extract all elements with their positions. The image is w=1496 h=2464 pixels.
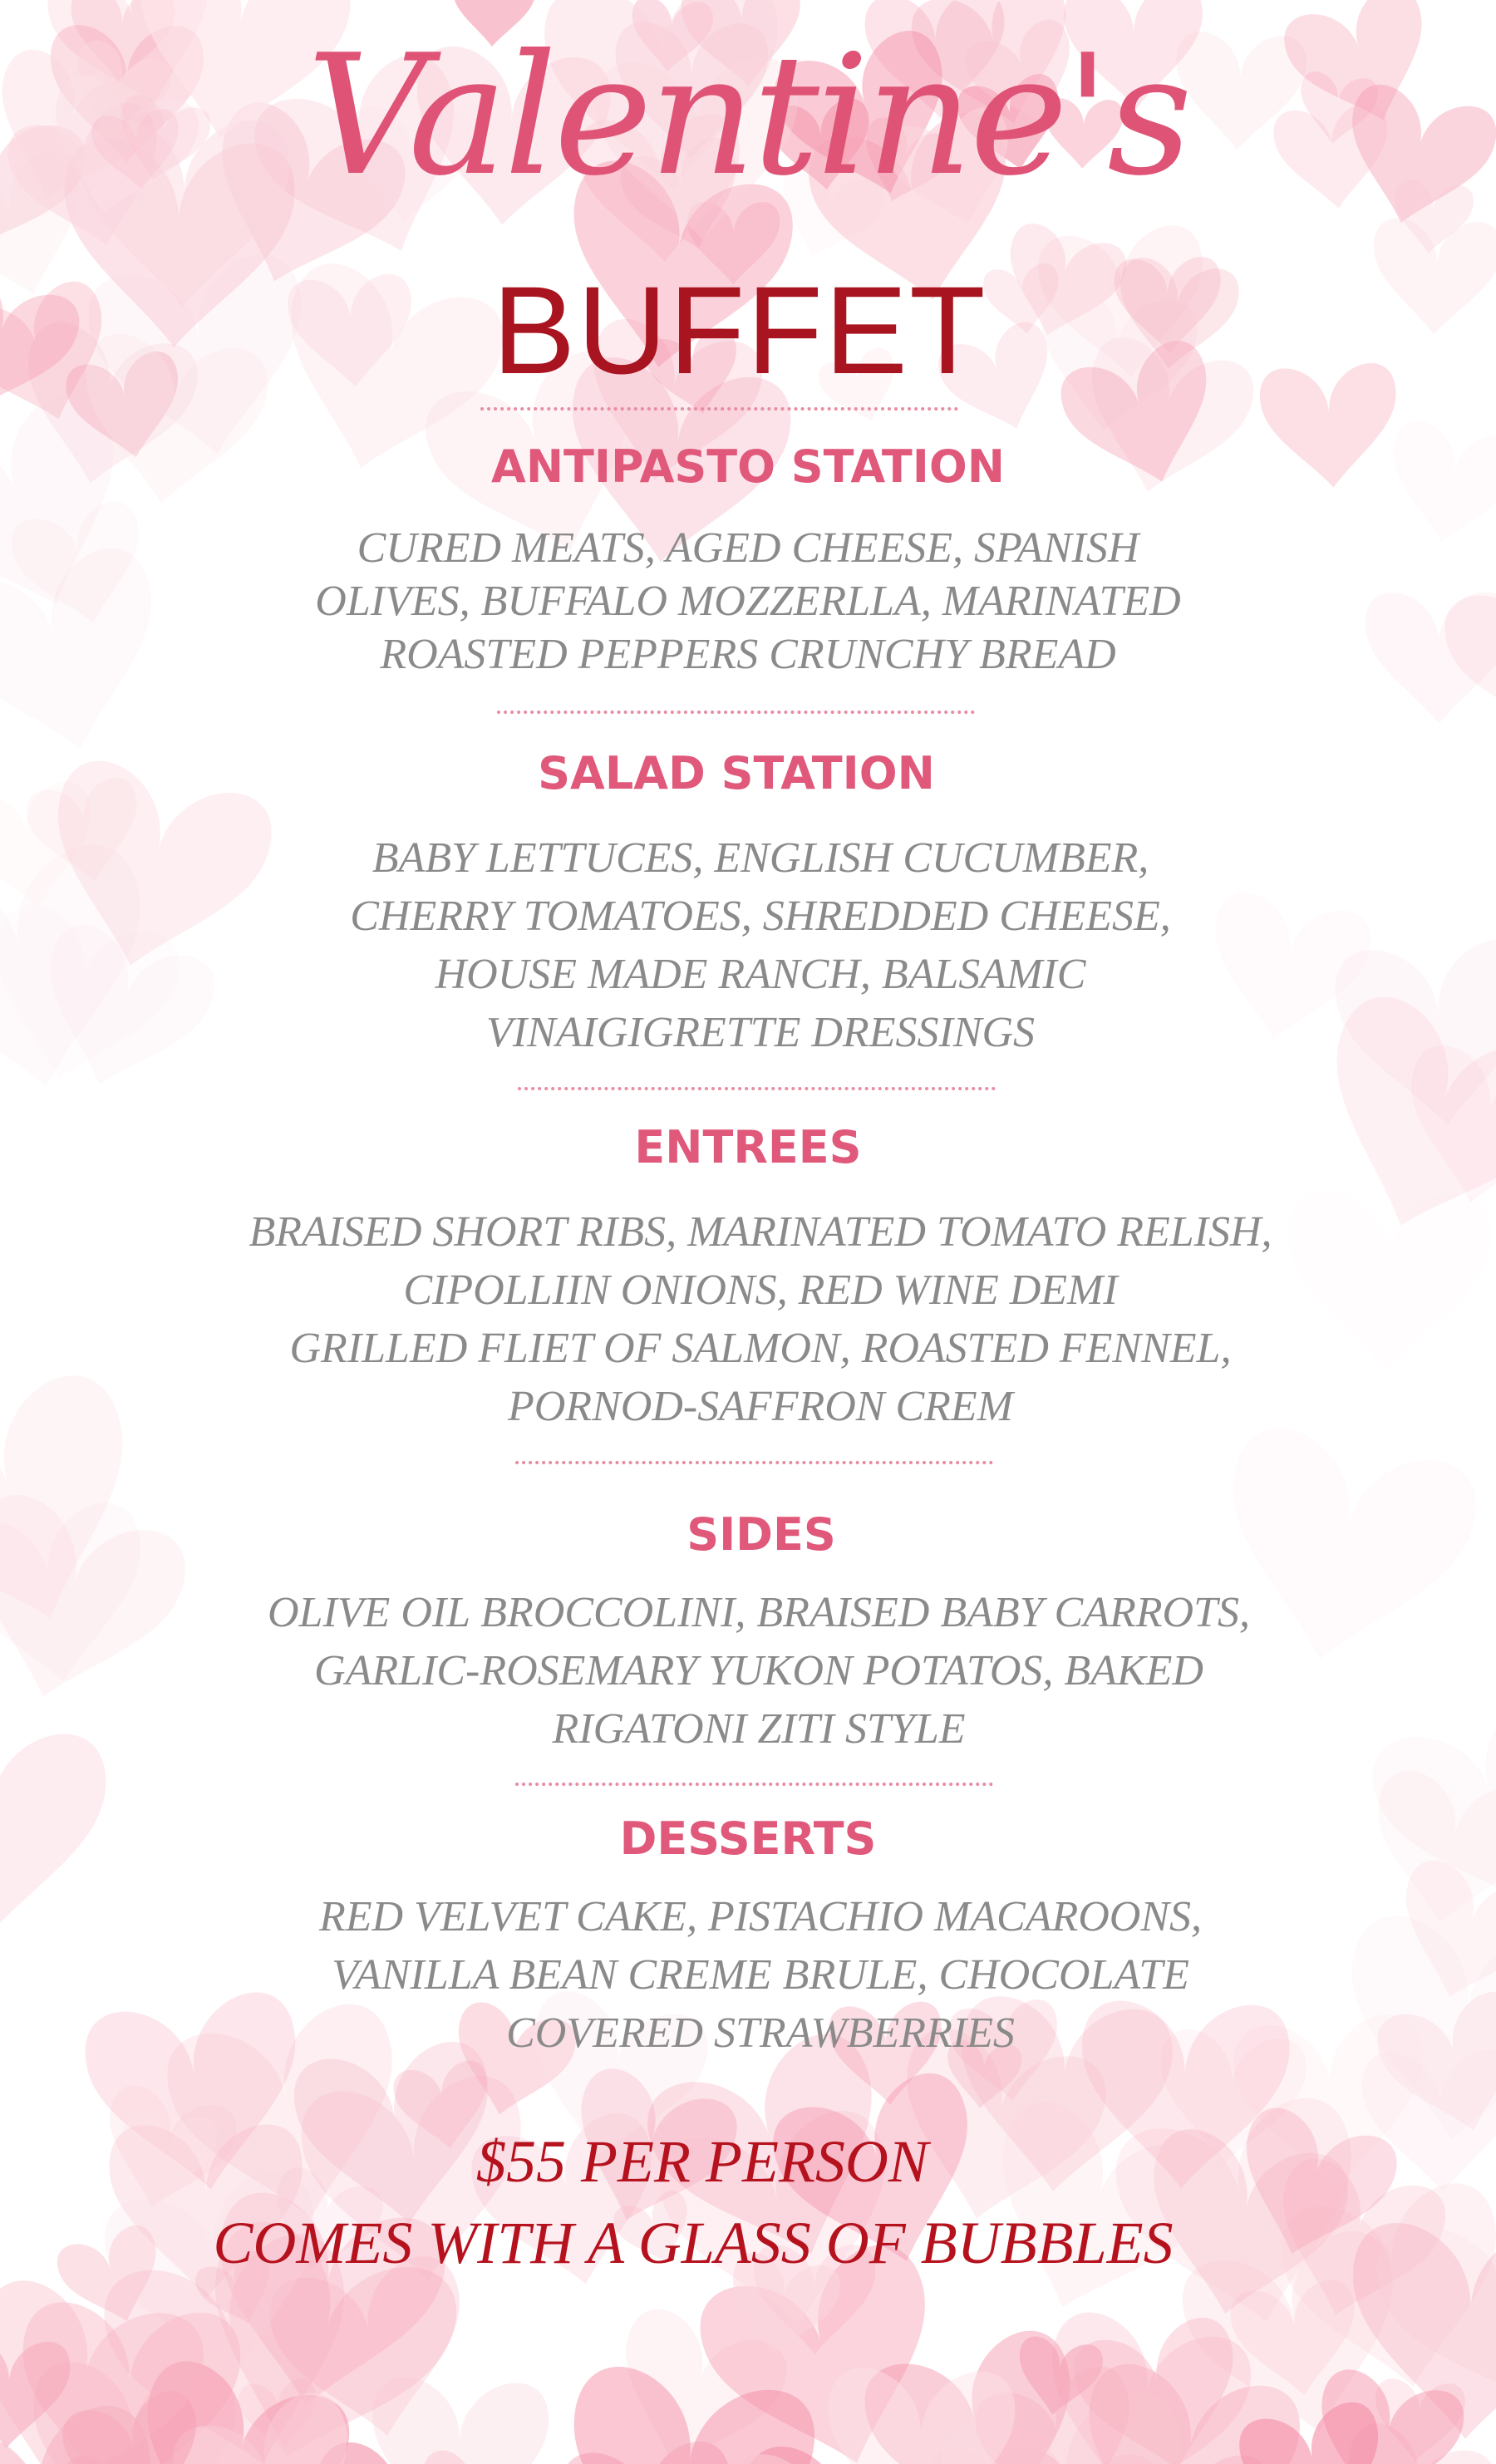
section-items-sides (0, 1584, 1496, 1758)
divider (497, 711, 975, 714)
menu-line: RED VELVET CAKE, PISTACHIO MACAROONS, (318, 1893, 1203, 1940)
menu-line: HOUSE MADE RANCH, BALSAMIC (435, 951, 1086, 998)
section-items-desserts (0, 1888, 1496, 2063)
menu-line: CURED MEATS, AGED CHEESE, SPANISH (357, 524, 1139, 572)
menu-line: BABY LETTUCES, ENGLISH CUCUMBER, (372, 834, 1149, 882)
menu-line: ROASTED PEPPERS CRUNCHY BREAD (380, 631, 1116, 678)
menu-line: PORNOD-SAFFRON CREM (507, 1383, 1013, 1430)
menu-line: VANILLA BEAN CREME BRULE, CHOCOLATE (332, 1951, 1189, 1999)
section-heading-antipasto: ANTIPASTO STATION (491, 440, 1005, 493)
divider (480, 407, 958, 411)
menu-line: CHERRY TOMATOES, SHREDDED CHEESE, (350, 893, 1171, 940)
divider (515, 1783, 993, 1786)
section-heading-desserts: DESSERTS (619, 1812, 877, 1865)
section-items-salad (0, 829, 1496, 1062)
divider (515, 1461, 993, 1464)
menu-line: CIPOLLIIN ONIONS, RED WINE DEMI (403, 1266, 1118, 1314)
price-line: $55 PER PERSON (476, 2128, 928, 2195)
section-items-entrees (0, 1203, 1496, 1436)
menu-line: COVERED STRAWBERRIES (506, 2009, 1015, 2057)
menu-line: OLIVES, BUFFALO MOZZERLLA, MARINATED (315, 578, 1181, 625)
menu-line: RIGATONI ZITI STYLE (552, 1705, 966, 1753)
menu-line: OLIVE OIL BROCCOLINI, BRAISED BABY CARROTS, (268, 1589, 1250, 1636)
section-heading-salad: SALAD STATION (538, 747, 935, 799)
divider (518, 1087, 996, 1090)
section-heading-entrees: ENTREES (634, 1121, 862, 1173)
section-items-antipasto (0, 519, 1496, 684)
section-heading-sides: SIDES (686, 1508, 836, 1561)
buffet-title: BUFFET (492, 260, 987, 400)
valentines-script-title: Valentine's (307, 19, 1189, 213)
menu-line: GRILLED FLIET OF SALMON, ROASTED FENNEL, (289, 1325, 1232, 1372)
menu-line: GARLIC-ROSEMARY YUKON POTATOS, BAKED (314, 1647, 1203, 1694)
bubbles-line: COMES WITH A GLASS OF BUBBLES (213, 2210, 1174, 2276)
menu-line: BRAISED SHORT RIBS, MARINATED TOMATO RELISH, (249, 1208, 1272, 1256)
menu-line: VINAIGIGRETTE DRESSINGS (485, 1009, 1036, 1056)
